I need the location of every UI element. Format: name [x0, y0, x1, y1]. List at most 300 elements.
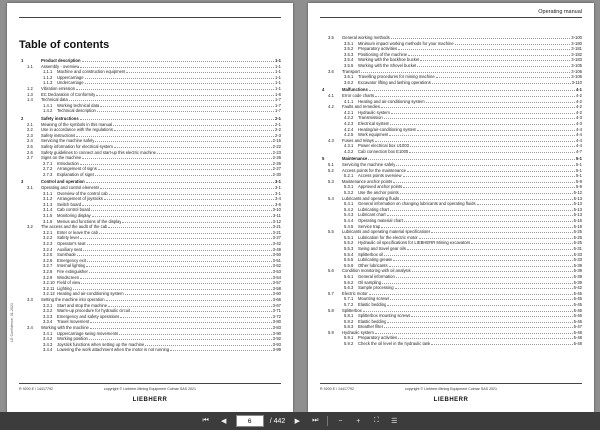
toc-entry-title: Travel movement [57, 319, 90, 325]
toc-entry-number: 1.2 [27, 85, 33, 91]
toc-entry-page: 3-67 [272, 302, 281, 308]
footer-code: R 9200 E / 14417792 [320, 387, 354, 391]
toc-entry-number: 1.4.2 [43, 108, 53, 114]
toc-leader-dots [368, 156, 575, 160]
toc-leader-dots [76, 133, 274, 137]
toc-leader-dots [104, 196, 274, 200]
toc-entry-page: 2-22 [272, 143, 281, 149]
toc-entry-page: 3-182 [571, 51, 582, 57]
toc-entry-title: Explanation of signs [57, 171, 95, 177]
toc-leader-dots [389, 132, 575, 136]
toc-entry-title: Sample processing [358, 285, 394, 291]
toc-entry-title: Working with the backhoe bucket [358, 57, 420, 63]
toc-leader-dots [86, 179, 274, 183]
toc-entry-number: 3.3 [27, 296, 33, 302]
toc-entry-page: 3-92 [272, 336, 281, 342]
toc-entry-title: Emergency exit [57, 257, 86, 263]
toc-entry-title: Servicing the machine safely [342, 162, 396, 168]
toc-leader-dots [387, 319, 572, 323]
page-header: Operating manual [538, 9, 582, 15]
toc-leader-dots [395, 285, 573, 289]
toc-entry-title: Transmission [358, 115, 383, 121]
toc-entry-title: Safety instructions [41, 115, 79, 121]
toc-leader-dots [396, 162, 575, 166]
toc-entry-page: 3-54 [272, 274, 281, 280]
total-pages: / 442 [269, 417, 286, 425]
toc-leader-dots [404, 218, 573, 222]
toc-entry-number: 5.8 [328, 307, 334, 313]
toc-entry-number: 5.3.1 [344, 184, 354, 190]
toc-leader-dots [89, 269, 272, 273]
toc-leader-dots [375, 93, 575, 97]
page-number-input[interactable] [236, 415, 264, 427]
toc-entry-title: Servicing the machine safely [41, 138, 95, 144]
toc-leader-dots [82, 58, 274, 62]
toc-entry-title: Working position [57, 336, 88, 342]
toc-entry-page: 5-9 [575, 184, 582, 190]
toc-entry-page: 3-58 [272, 285, 281, 291]
toc-leader-dots [369, 87, 575, 91]
toolbar-divider [327, 416, 328, 426]
toc-entry-title: Menus and functions of the display [57, 218, 122, 224]
toc-entry-number: 3.5.5 [344, 62, 354, 68]
toc-entry[interactable] [320, 149, 582, 155]
toc-entry-page: 5-19 [573, 223, 582, 229]
toc-entry-number: 4.2.4 [344, 126, 354, 132]
toc-entry-page: 3-52 [272, 263, 281, 269]
toc-leader-dots [108, 303, 272, 307]
toc-entry-page: 4-2 [575, 98, 582, 104]
toc-leader-dots [384, 252, 572, 256]
toc-leader-dots [131, 308, 271, 312]
toc-leader-dots [390, 121, 575, 125]
toc-entry-page: 2-3 [274, 132, 281, 138]
toc-entry-number: 5.4.3 [344, 212, 354, 218]
toc-entry-title: Uppercarriage swing movements [57, 330, 119, 336]
toc-entry-page: 5-25 [573, 234, 582, 240]
toc-entry-page: 4-4 [575, 143, 582, 149]
toc-entry-page: 1-6 [274, 91, 281, 97]
toc-leader-dots [83, 247, 272, 251]
toc-entry-page: 3-66 [272, 296, 281, 302]
toc-leader-dots [80, 116, 274, 120]
toc-entry-page: 5-13 [573, 201, 582, 207]
toc-entry-title: Condition monitoring with oil analysis [342, 268, 411, 274]
toc-entry-title: Minimum impact working methods for your machine [358, 40, 454, 46]
toc-entry-title: Assembly - overview [41, 63, 80, 69]
zoom-out-icon[interactable]: − [338, 417, 343, 425]
toc-entry-title: Enter or leave the cab [57, 229, 98, 235]
toc-leader-dots [85, 75, 274, 79]
toc-entry[interactable] [320, 341, 582, 347]
toc-entry-title: Control and operation [41, 179, 85, 185]
toc-entry-title: Fire extinguisher [57, 268, 88, 274]
toc-entry-page: 3-1 [274, 179, 281, 185]
toc-entry-number: 2.1 [27, 121, 33, 127]
toc-entry-title: Power electrical box U1003 [358, 143, 409, 149]
toc-leader-dots [109, 191, 274, 195]
toc-entry-number: 5.5.3 [344, 245, 354, 251]
menu-icon[interactable]: ☰ [391, 418, 398, 425]
toc-entry-number: 5.7.2 [344, 301, 354, 307]
toc-leader-dots [106, 297, 272, 301]
toc-entry-page: 5-31 [573, 245, 582, 251]
toc-entry-page: 3-42 [272, 241, 281, 246]
toc-entry-page: 3-11 [272, 213, 281, 219]
toc-entry-number: 3.1.6 [43, 218, 53, 224]
toc-leader-dots [80, 64, 274, 68]
toc-entry-page: 5-1 [575, 173, 582, 179]
toc-entry-title: Service trap [358, 223, 381, 229]
toc-entry-page: 4-4 [575, 126, 582, 132]
toc-entry-page: 5-25 [573, 240, 582, 246]
toc-leader-dots [126, 69, 274, 73]
header-rule [320, 17, 582, 18]
first-page-icon[interactable]: ⏮ [202, 417, 209, 424]
toc-entry-number: 1.4 [27, 97, 33, 103]
toc-entry-number: 1 [21, 58, 24, 63]
toc-entry-title: Product description [41, 58, 81, 63]
toc-entry-page: 1-7 [274, 97, 281, 103]
toc-entry-title: Working with the Shovel bucket [358, 62, 417, 68]
toc-entry-page: 5-48 [573, 335, 582, 341]
toc-leader-dots [145, 342, 271, 346]
toc-entry-title: Safety information for electrical system [41, 143, 113, 149]
toc-leader-dots [408, 52, 570, 56]
toc-entry-page: 2-27 [272, 166, 281, 172]
toc-entry-title: Error code charts [342, 92, 375, 98]
toc-leader-dots [407, 168, 575, 172]
toc-entry-title: Lowering the work attachment when the motor is not running [57, 347, 170, 353]
toc-entry-title: Cab control board [57, 207, 91, 213]
toc-leader-dots [90, 319, 271, 323]
toc-entry-page: 1-7 [274, 108, 281, 114]
left-page [7, 3, 293, 412]
toc-entry-number: 1.1.2 [43, 74, 53, 80]
toc-leader-dots [81, 280, 271, 284]
toc-entry-number: 3.6 [328, 68, 334, 74]
toc-entry-title: Vibration emission [41, 85, 76, 91]
toc-leader-dots [100, 103, 274, 107]
toc-entry-number: 5.3.2 [344, 190, 354, 196]
toc-entry-page: 3-21 [272, 224, 281, 230]
toc-entry-page: 5-46 [573, 318, 582, 324]
toc-entry-page: 5-45 [573, 290, 582, 296]
toc-leader-dots [381, 104, 575, 108]
toc-leader-dots [384, 115, 575, 119]
toc-entry-page: 4-2 [575, 104, 582, 110]
toc-entry-number: 3.3.4 [43, 319, 53, 325]
toc-entry-number: 3.5.1 [344, 40, 354, 46]
prev-page-icon[interactable]: ◀ [221, 418, 227, 425]
toc-entry-title: Emergency and safety operations [57, 313, 120, 319]
toc-entry-page: 4-2 [575, 109, 582, 115]
toc-leader-dots [170, 347, 271, 351]
toc-entry-page: 1-1 [274, 85, 281, 91]
toc-entry-number: 3.2.3 [43, 241, 53, 246]
toc-entry-title: Access points for the maintenance [342, 167, 407, 173]
toc-entry-number: 5.6.1 [344, 273, 354, 279]
toc-entry-number: 3.2.10 [43, 280, 55, 286]
toc-entry-page: 1-1 [274, 69, 281, 75]
toc-leader-dots [400, 190, 573, 194]
toc-entry-title: Positioning of the machine [358, 51, 408, 57]
toc-entry-page: 5-1 [575, 156, 582, 162]
toc-leader-dots [114, 127, 274, 131]
toc-entry-page: 3-57 [272, 280, 281, 286]
toc-entry-title: Splitterbox mounting screws [358, 313, 411, 319]
toc-entry-page: 4-4 [575, 132, 582, 138]
toc-entry-number: 5.8.1 [344, 313, 354, 319]
toc-entry-number: 2.6 [27, 149, 33, 155]
fullscreen-icon[interactable]: ⛶ [373, 417, 379, 424]
toc-entry-number: 3.2.6 [43, 257, 53, 263]
toc-entry-number: 4.2 [328, 104, 334, 110]
toc-leader-dots [76, 86, 274, 90]
toc-leader-dots [391, 35, 571, 39]
toc-leader-dots [455, 41, 571, 45]
toc-entry-title: Heating and air-conditioning system [358, 98, 425, 104]
toc-leader-dots [114, 144, 272, 148]
toc-entry-title: Elastic bedding [358, 318, 387, 324]
toc-entry-page: 3-110 [571, 79, 582, 85]
toc-entry-page: 3-49 [272, 246, 281, 252]
toc-leader-dots [382, 280, 573, 284]
toc-entry-title: Auxiliary seat [57, 246, 82, 252]
toc-entry-title: Fuses and relays [342, 137, 374, 143]
toc-entry-page: 3-180 [571, 40, 582, 46]
toc-entry-number: 3.1.1 [43, 190, 53, 196]
toc-entry-title: Internal lighting [57, 263, 86, 269]
toc-entry-title: Heating and air-conditioning system [57, 291, 124, 297]
toc-entry-page: 5-45 [573, 301, 582, 307]
toc-entry-page: 5-16 [573, 218, 582, 223]
right-page [308, 3, 594, 412]
toc-entry-page: 4-4 [575, 137, 582, 143]
toc-entry-title: Travelling procedures for mining machine [358, 74, 435, 80]
toc-entry-page: 2-26 [272, 160, 281, 166]
toc-entry-page: 1-7 [274, 102, 281, 108]
footer-code: R 9200 E / 14417792 [19, 387, 53, 391]
toc-entry-page: 4-7 [575, 148, 582, 154]
toc-entry-title: Lubricants and operating material specifications [342, 229, 431, 235]
toc-entry-number: 3.2.7 [43, 263, 53, 269]
toc-entry-page: 5-48 [573, 329, 582, 335]
toc-entry-title: Malfunctions [342, 87, 368, 93]
footer-rule [19, 383, 281, 384]
toc-leader-dots [417, 127, 575, 131]
toc-leader-dots [91, 207, 271, 211]
toc-entry-title: Hydraulic system [342, 329, 374, 335]
toc-entry-title: Preparatory activities [358, 335, 398, 341]
toc-entry-number: 4.3.2 [344, 148, 354, 154]
toc-leader-dots [95, 172, 271, 176]
toc-entry-number: 4.2.3 [344, 120, 354, 126]
toc-entry-page: 3-4 [274, 196, 281, 202]
toc-entry-title: Other lubricants [358, 262, 388, 268]
toc-leader-dots [82, 155, 271, 159]
toc-entry-title: Maintenance [342, 156, 368, 162]
toc-leader-dots [80, 235, 271, 239]
toc-entry-title: Operator's seat [57, 241, 86, 246]
toc-list-right [320, 35, 582, 347]
toc-entry-page: 4-3 [575, 115, 582, 121]
toc-entry-number: 4.2.5 [344, 132, 354, 138]
toc-entry-title: Safety instructions [41, 132, 76, 138]
toc-entry-title: Technical data [41, 97, 68, 103]
toc-leader-dots [398, 335, 573, 339]
toc-entry-title: Joystick functions when setting up the machine [57, 341, 145, 347]
toc-entry-number: 3.5.3 [344, 51, 354, 57]
toc-entry-page: 1-1 [274, 74, 281, 80]
toc-leader-dots [477, 201, 573, 205]
toc-entry-title: Splitterbox oil [358, 251, 384, 257]
toc-entry-title: Start and stop the machine [57, 302, 108, 308]
toc-entry-page: 3-10 [272, 207, 281, 213]
toc-entry-title: Meaning of the symbols in this manual [41, 121, 113, 127]
toc-entry-page: 3-99 [272, 347, 281, 353]
last-page-icon[interactable]: ⏭ [312, 417, 319, 424]
toc-leader-dots [420, 57, 570, 61]
toc-entry-page: 5-42 [573, 285, 582, 291]
toc-entry-number: 4.1 [328, 92, 334, 98]
toc-entry-number: 5 [322, 156, 325, 162]
toc-entry-page: 5-48 [573, 341, 582, 347]
toc-entry-number: 2.3 [27, 132, 33, 138]
toc-leader-dots [396, 274, 573, 278]
toc-entry-number: 5.9 [328, 329, 334, 335]
toc-entry-number: 5.4.5 [344, 223, 354, 229]
toc-leader-dots [108, 224, 271, 228]
toc-entry-number: 5.1 [328, 162, 334, 168]
toc-entry-number: 3.2.12 [43, 291, 55, 297]
toc-entry-title: General information [358, 273, 395, 279]
toc-entry-title: Use in accordance with the regulations [41, 127, 113, 133]
toc-leader-dots [431, 229, 572, 233]
toc-leader-dots [384, 324, 572, 328]
toc-entry-page: 3-27 [272, 235, 281, 241]
toc-leader-dots [125, 291, 272, 295]
toc-entry-title: Uppercarriage [57, 74, 84, 80]
toc-entry-title: Hydraulic system [358, 109, 390, 115]
side-code: LE Confidence: 01-2021 [10, 303, 14, 342]
toc-entry-page: 3-106 [571, 74, 582, 80]
toc-entry-page: 3-1 [274, 190, 281, 196]
toc-leader-dots [113, 122, 274, 126]
toc-entry-page: 5-46 [573, 307, 582, 313]
toc-entry-number: 4.2.2 [344, 115, 354, 121]
toc-entry-title: Overview of the control cab [57, 190, 108, 196]
toc-entry-number: 5.7.1 [344, 296, 354, 302]
toc-entry-number: 5.9.1 [344, 335, 354, 341]
next-page-icon[interactable]: ▶ [294, 418, 300, 425]
toc-leader-dots [391, 110, 575, 114]
toc-entry-number: 3.4.1 [43, 330, 53, 336]
toc-leader-dots [411, 313, 572, 317]
toc-entry-page: 5-39 [573, 268, 582, 274]
toc-entry-page: 5-46 [573, 313, 582, 319]
toc-entry-title: Lubricants and operating fluids [342, 195, 400, 201]
toc-entry-page: 5-33 [573, 251, 582, 257]
toc-entry-number: 5.5.5 [344, 257, 354, 263]
toc-entry-page: 5-13 [573, 206, 582, 212]
toc-entry[interactable] [320, 80, 582, 86]
toc-leader-dots [381, 224, 572, 228]
toc-entry-number: 3.4.4 [43, 347, 53, 353]
liebherr-logo: LIEBHERR [132, 397, 168, 403]
toc-entry-page: 2-26 [272, 155, 281, 161]
toc-leader-dots [403, 184, 575, 188]
toc-leader-dots [407, 246, 573, 250]
toc-leader-dots [100, 185, 274, 189]
toc-entry-title: Lubricant chart [358, 212, 386, 218]
toc-entry-number: 5.5 [328, 229, 334, 235]
toc-entry-title: Operating and control elements [41, 185, 100, 191]
toc-entry-number: 5.6.2 [344, 279, 354, 285]
toc-entry-title: Heating/air-conditioning system [358, 126, 417, 132]
toc-leader-dots [410, 143, 575, 147]
toc-entry-page: 3-106 [571, 68, 582, 74]
toc-entry-number: 2.7.3 [43, 171, 53, 177]
toc-entry-title: Work equipment [358, 132, 389, 138]
toc-leader-dots [82, 202, 274, 206]
toc-entry-title: Machine and construction equipment [57, 69, 126, 75]
toc-leader-dots [80, 275, 272, 279]
toc-entry-title: Electric motor [342, 290, 368, 296]
toc-entry-number: 3.2.5 [43, 252, 53, 258]
toc-entry[interactable] [19, 347, 281, 353]
toc-entry-title: Cab connection box E1005 [358, 148, 409, 154]
toc-entry-title: Hydraulic oil specifications for LIEBHERR Mining excavators [358, 240, 471, 246]
toc-entry-page: 3-183 [571, 57, 582, 63]
toc-entry-title: Introduction [57, 160, 79, 166]
zoom-in-icon[interactable]: + [356, 417, 361, 425]
toc-entry-title: Splitterbox [342, 307, 362, 313]
toc-entry-title: Switch board [57, 201, 82, 207]
toc-entry[interactable] [19, 172, 281, 178]
toc-entry-title: Setting the machine into operation [41, 296, 105, 302]
toc-entry-page: 2-23 [272, 149, 281, 155]
toc-leader-dots [86, 263, 271, 267]
toc-entry-page: 3-90 [272, 330, 281, 336]
toc-leader-dots [403, 173, 575, 177]
toc-leader-dots [90, 325, 272, 329]
toc-entry-title: Working with the machine [41, 324, 89, 330]
toc-entry-title: Working technical data [57, 102, 100, 108]
toc-entry-title: Field of view [57, 280, 81, 286]
toc-entry-page: 3-83 [272, 324, 281, 330]
toc-leader-dots [400, 196, 573, 200]
toc-leader-dots [436, 74, 571, 78]
toc-entry-number: 3.1.3 [43, 201, 53, 207]
toc-entry-number: 4.3 [328, 137, 334, 143]
toc-entry-number: 3.2.4 [43, 246, 53, 252]
toc-entry-number: 3.1.4 [43, 207, 53, 213]
toc-entry-page: 3-93 [272, 341, 281, 347]
toc-entry-page: 4-3 [575, 120, 582, 126]
toc-entry-page: 5-1 [575, 167, 582, 173]
toc-entry-number: 5.4 [328, 195, 334, 201]
toc-leader-dots [73, 286, 272, 290]
toc-leader-dots [375, 138, 575, 142]
toc-entry-number: 5.4.4 [344, 218, 354, 223]
toc-entry-title: Safety guidelines to connect and start-up this electric machine [41, 149, 156, 155]
toc-entry-title: Faults and remedies [342, 104, 380, 110]
toc-entry-title: Lubrication for the electric motor [358, 234, 418, 240]
toc-entry-number: 3.4.3 [43, 341, 53, 347]
viewer-toolbar [0, 412, 600, 430]
toc-entry[interactable] [19, 108, 281, 114]
